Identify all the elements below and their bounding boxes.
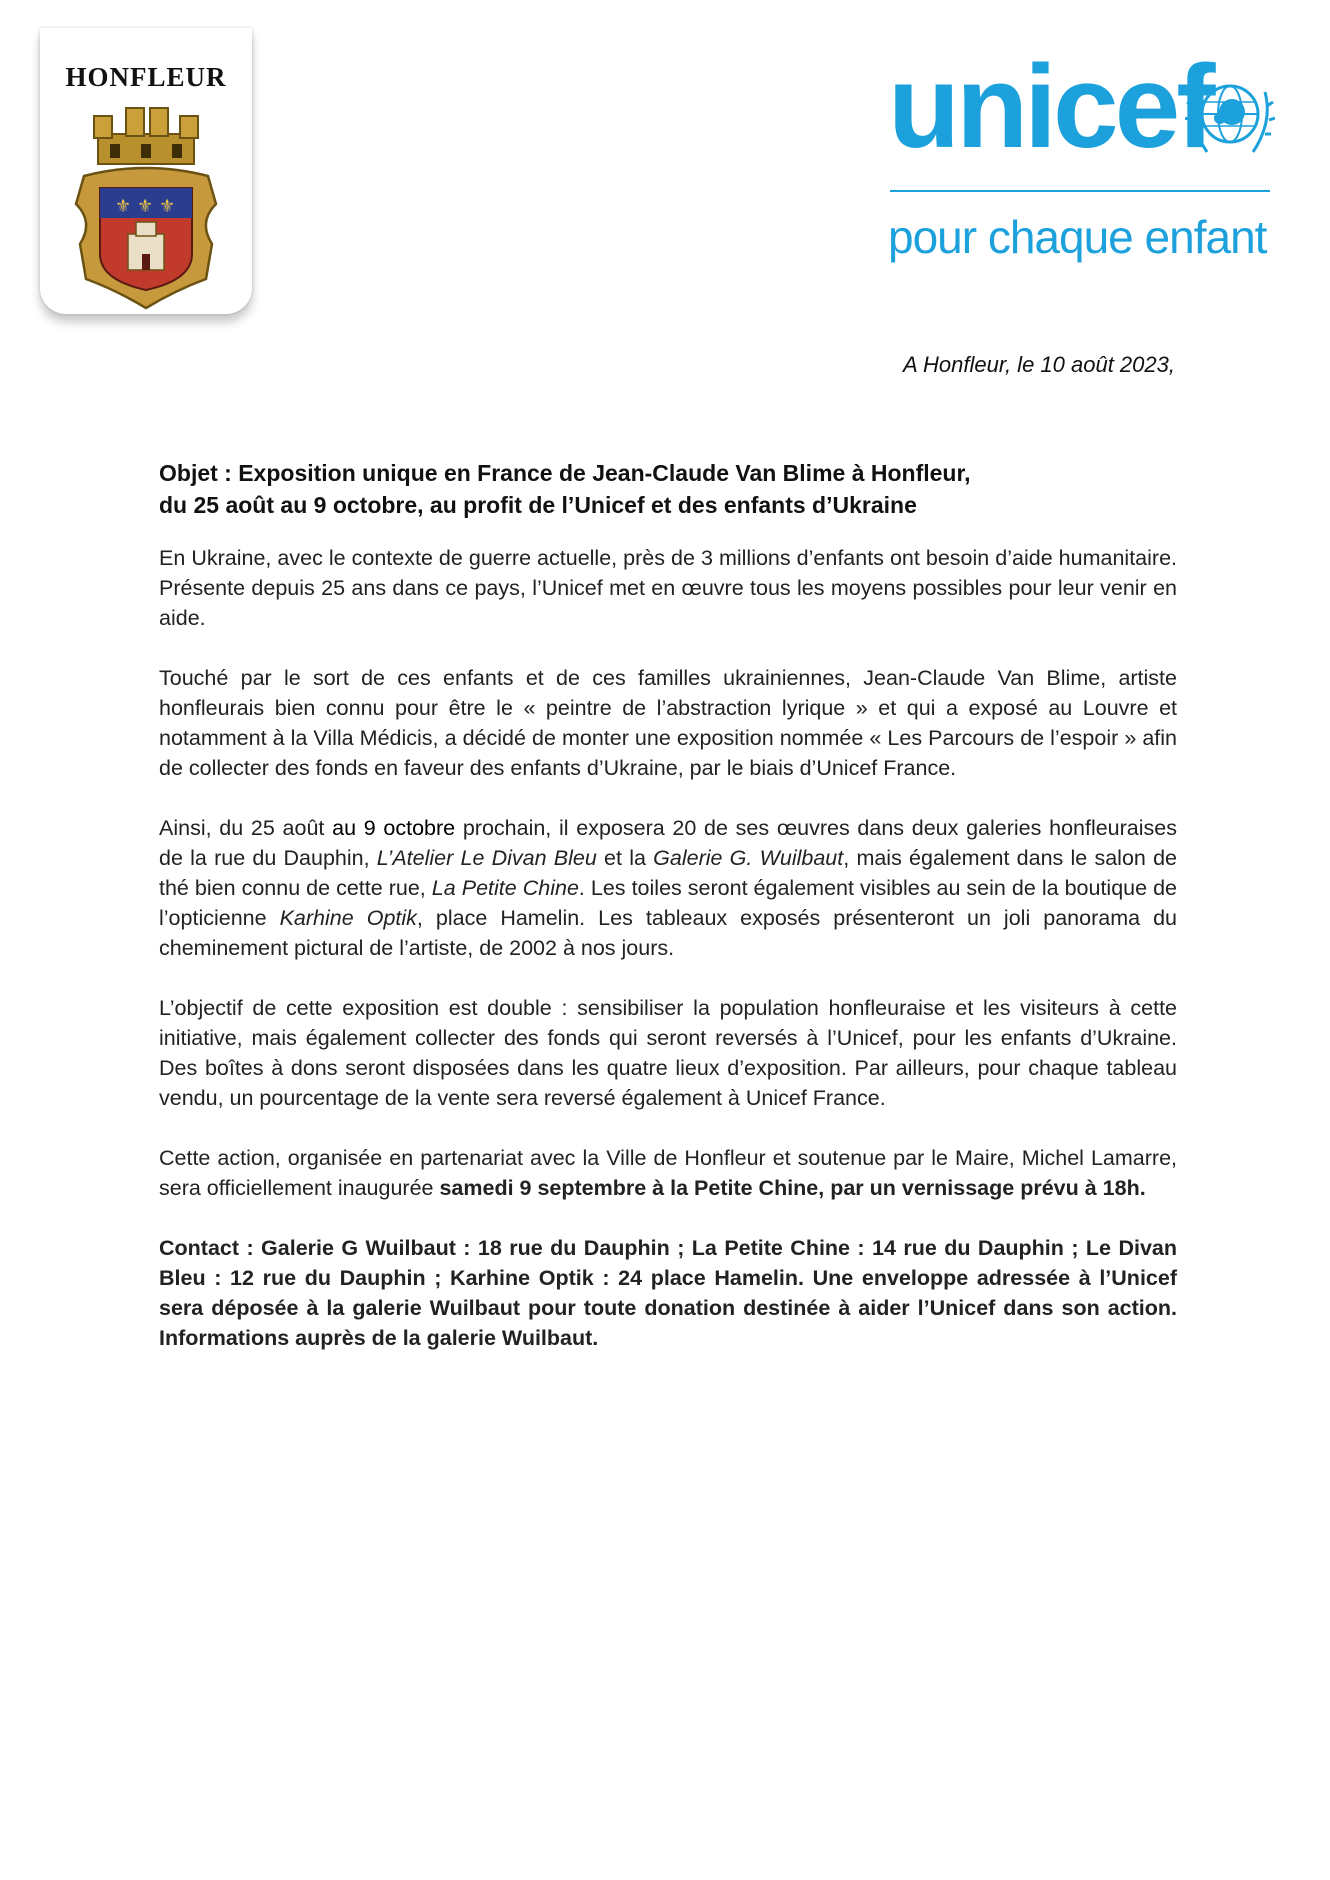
venue-karhine-optik: Karhine Optik bbox=[279, 906, 417, 930]
p3-text: . Les toiles seront également visibles au sein de la boutique de l’opticienne bbox=[159, 876, 1177, 930]
coat-of-arms-icon bbox=[66, 94, 226, 314]
p5-text: Cette action, organisée en partenariat avec la Ville de Honfleur et soutenue par le Maire, Michel Lamarre, sera officiellement inaugurée bbox=[159, 1146, 1177, 1200]
p3-date-highlight: au 9 octobre bbox=[332, 816, 456, 840]
honfleur-logo bbox=[40, 28, 252, 314]
honfleur-logo-text: HONFLEUR bbox=[65, 62, 227, 92]
letter-body bbox=[159, 457, 1177, 1383]
paragraph-1: En Ukraine, avec le contexte de guerre actuelle, près de 3 millions d’enfants ont besoin d’aide humanitaire. Présente depuis 25 ans dans ce pays, l’Unicef met en œuvre tous les moyens possibles pour leur venir en aide. bbox=[159, 546, 1177, 630]
unicef-tagline: pour chaque enfant bbox=[888, 211, 1267, 263]
letter-date: A Honfleur, le 10 août 2023, bbox=[903, 352, 1175, 377]
unicef-divider bbox=[890, 190, 1270, 192]
venue-galerie-wuilbaut: Galerie G. Wuilbaut bbox=[653, 846, 844, 870]
venue-petite-chine: La Petite Chine bbox=[431, 876, 579, 900]
p5-inauguration: samedi 9 septembre à la Petite Chine, par un vernissage prévu à 18h. bbox=[439, 1176, 1146, 1200]
letter-subject bbox=[159, 457, 1177, 521]
p3-text: Ainsi, du 25 août bbox=[159, 816, 333, 840]
p3-text: prochain, il exposera 20 de ses œuvres dans deux galeries honfleuraises de la rue du Dauphin, bbox=[159, 816, 1177, 870]
unicef-emblem-icon bbox=[1185, 72, 1275, 168]
paragraph-3 bbox=[159, 813, 1177, 963]
subject-line-1: Objet : Exposition unique en France de Jean-Claude Van Blime à Honfleur, bbox=[159, 460, 971, 486]
unicef-logo: unicef bbox=[888, 41, 1212, 173]
subject-line-2: du 25 août au 9 octobre, au profit de l’Unicef et des enfants d’Ukraine bbox=[159, 492, 917, 518]
paragraph-4: L’objectif de cette exposition est double : sensibiliser la population honfleuraise et les visiteurs à cette initiative, mais également collecter des fonds qui seront reversés à l’Unicef, pour les enfants d’Ukraine. Des boîtes à dons seront disposées dans les quatre lieux d’exposition. Par ailleurs, pour chaque tableau vendu, un pourcentage de la vente sera reversé également à Unicef France. bbox=[159, 996, 1177, 1110]
svg-text:⚜: ⚜ bbox=[159, 196, 176, 217]
venue-divan-bleu: L’Atelier Le Divan Bleu bbox=[376, 846, 597, 870]
p3-text: , place Hamelin. Les tableaux exposés présenteront un joli panorama du cheminement pictural de l’artiste, de 2002 à nos jours. bbox=[159, 906, 1177, 960]
p3-text: , mais également dans le salon de thé bien connu de cette rue, bbox=[159, 846, 1177, 900]
contact-paragraph: Contact : Galerie G Wuilbaut : 18 rue du Dauphin ; La Petite Chine : 14 rue du Dauphin ; Le Divan Bleu : 12 rue du Dauphin ; Karhine Optik : 24 place Hamelin. Une enveloppe adressée à l’Unicef sera déposée à la galerie Wuilbaut pour toute donation destinée à aider l’Unicef dans son action. Informations auprès de la galerie Wuilbaut. bbox=[159, 1236, 1177, 1350]
paragraph-5 bbox=[159, 1143, 1177, 1203]
paragraph-2: Touché par le sort de ces enfants et de ces familles ukrainiennes, Jean-Claude Van Blime, artiste honfleurais bien connu pour être le « peintre de l’abstraction lyrique » et qui a exposé au Louvre et notamment à la Villa Médicis, a décidé de monter une exposition nommée « Les Parcours de l’espoir » afin de collecter des fonds en faveur des enfants d’Ukraine, par le biais d’Unicef France. bbox=[159, 666, 1177, 780]
svg-text:⚜: ⚜ bbox=[115, 196, 132, 217]
svg-text:⚜: ⚜ bbox=[137, 196, 154, 217]
p3-text: et la bbox=[596, 846, 654, 870]
